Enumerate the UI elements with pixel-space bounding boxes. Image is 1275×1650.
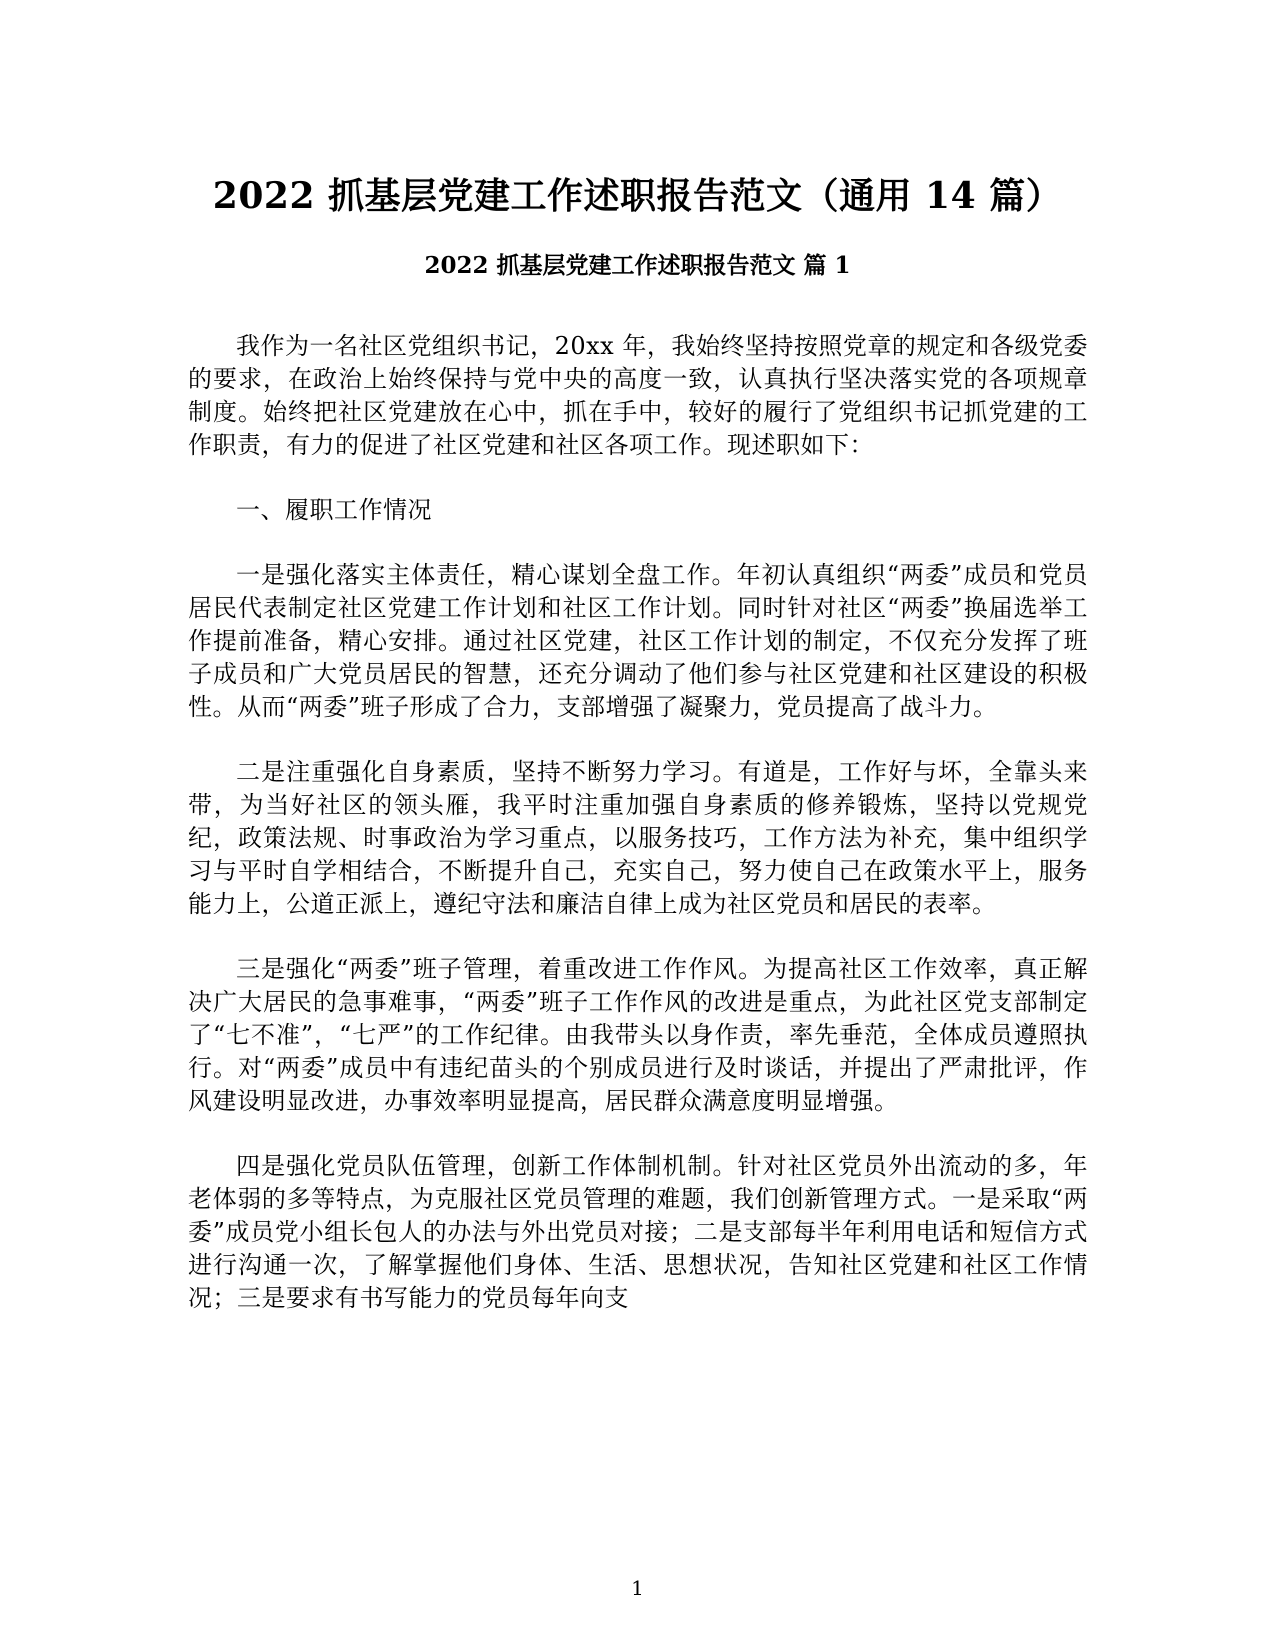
paragraph-point-1: 一是强化落实主体责任，精心谋划全盘工作。年初认真组织“两委”成员和党员居民代表制定社区党建工作计划和社区工作计划。同时针对社区“两委”换届选举工作提前准备，精心安排。通过社区党建，社区工作计划的制定，不仅充分发挥了班子成员和广大党员居民的智慧，还充分调动了他们参与社区党建和社区建设的积极性。从而“两委”班子形成了合力，支部增强了凝聚力，党员提高了战斗力。	[188, 561, 1088, 721]
page-number: 1	[631, 1576, 644, 1600]
paragraph-point-4: 四是强化党员队伍管理，创新工作体制机制。针对社区党员外出流动的多，年老体弱的多等特点，为克服社区党员管理的难题，我们创新管理方式。一是采取“两委”成员党小组长包人的办法与外出党员对接；二是支部每半年利用电话和短信方式进行沟通一次，了解掌握他们身体、生活、思想状况，告知社区党建和社区工作情况；三是要求有书写能力的党员每年向支	[188, 1152, 1088, 1312]
paragraph-point-2: 二是注重强化自身素质，坚持不断努力学习。有道是，工作好与坏，全靠头来带，为当好社区的领头雁，我平时注重加强自身素质的修养锻炼，坚持以党规党纪，政策法规、时事政治为学习重点，以服务技巧，工作方法为补充，集中组织学习与平时自学相结合，不断提升自己，充实自己，努力使自己在政策水平上，服务能力上，公道正派上，遵纪守法和廉洁自律上成为社区党员和居民的表率。	[188, 758, 1088, 918]
paragraph-heading: 一、履职工作情况	[236, 496, 432, 524]
paragraph-intro: 我作为一名社区党组织书记，20xx 年，我始终坚持按照党章的规定和各级党委的要求，在政治上始终保持与党中央的高度一致，认真执行坚决落实党的各项规章制度。始终把社区党建放在心中，抓在手中，较好的履行了党组织书记抓党建的工作职责，有力的促进了社区党建和社区各项工作。现述职如下：	[188, 332, 1088, 459]
document-title: 2022 抓基层党建工作述职报告范文（通用 14 篇）	[212, 175, 1063, 217]
document-body	[188, 330, 1088, 1347]
paragraph-point-3: 三是强化“两委”班子管理，着重改进工作作风。为提高社区工作效率，真正解决广大居民的急事难事，“两委”班子工作作风的改进是重点，为此社区党支部制定了“七不准”，“七严”的工作纪律。由我带头以身作责，率先垂范，全体成员遵照执行。对“两委”成员中有违纪苗头的个别成员进行及时谈话，并提出了严肃批评，作风建设明显改进，办事效率明显提高，居民群众满意度明显增强。	[188, 955, 1088, 1115]
section-title: 2022 抓基层党建工作述职报告范文 篇 1	[424, 252, 851, 279]
